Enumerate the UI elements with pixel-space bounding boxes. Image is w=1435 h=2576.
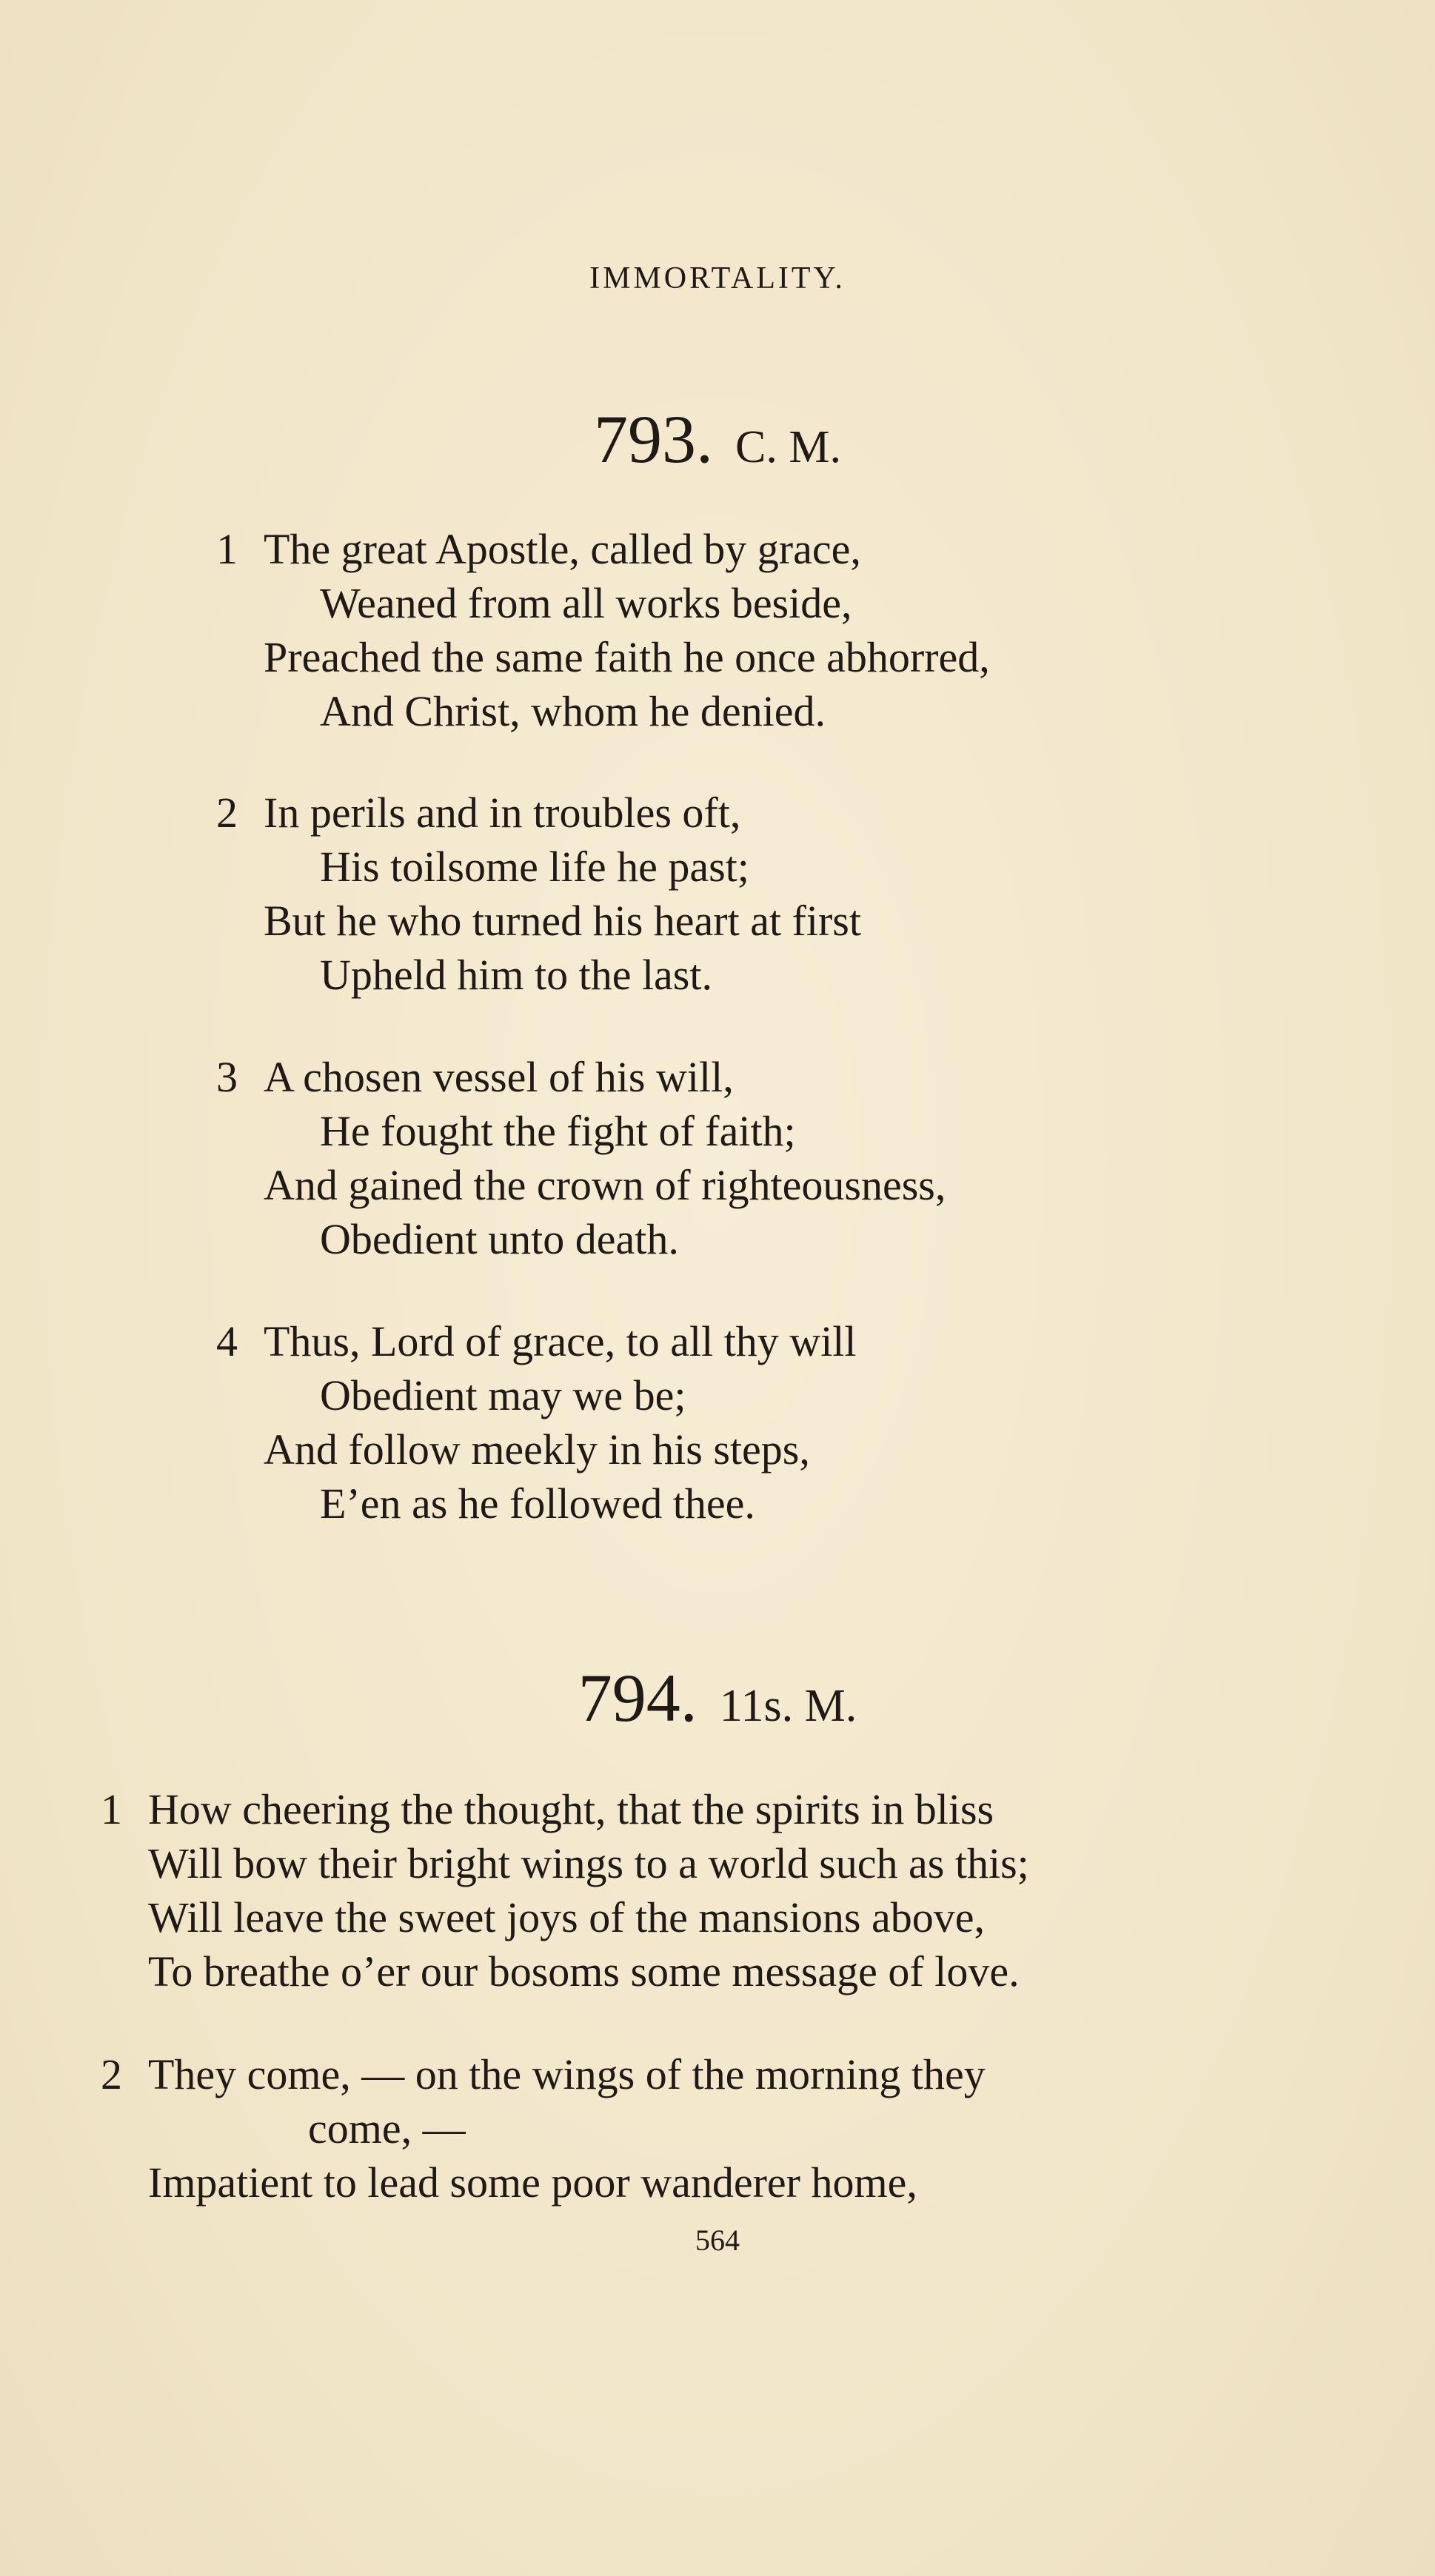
verse-line: Thus, Lord of grace, to all thy will [264, 1317, 857, 1365]
verse-line: Will leave the sweet joys of the mansions above, [148, 1893, 985, 1941]
stanza-number: 2 [216, 789, 238, 837]
stanza-number: 4 [216, 1317, 238, 1365]
stanza-number: 1 [216, 525, 238, 573]
hymn-meter: C. M. [735, 422, 841, 472]
verse-line: Preached the same faith he once abhorred, [264, 633, 990, 681]
verse-line: But he who turned his heart at first [264, 897, 861, 945]
hymn-794-stanza-1 [101, 1782, 1029, 1998]
hymn-meter: 11s. M. [719, 1681, 857, 1731]
stanza-number: 3 [216, 1053, 238, 1101]
hymn-793-heading [0, 400, 1435, 478]
verse-line: Will bow their bright wings to a world such as this; [148, 1839, 1029, 1887]
verse-line: come, — [308, 2104, 466, 2152]
hymn-794-stanza-2 [101, 2047, 986, 2209]
verse-line: In perils and in troubles oft, [264, 789, 741, 837]
hymn-number: 794. [578, 1660, 698, 1736]
verse-line: Impatient to lead some poor wanderer home, [148, 2158, 917, 2207]
verse-line: How cheering the thought, that the spirits in bliss [148, 1785, 994, 1833]
hymn-793-stanza-2 [216, 786, 861, 1002]
verse-line: He fought the fight of faith; [320, 1107, 796, 1155]
stanza-number: 1 [101, 1785, 122, 1833]
verse-line: They come, — on the wings of the morning they [148, 2050, 986, 2098]
hymn-793-stanza-1 [216, 522, 990, 738]
verse-line: His toilsome life he past; [320, 843, 749, 891]
verse-line: Upheld him to the last. [320, 951, 712, 999]
hymn-number: 793. [594, 401, 713, 477]
verse-line: Weaned from all works beside, [320, 579, 852, 627]
hymn-793-stanza-4 [216, 1314, 857, 1530]
page-number: 564 [695, 2224, 740, 2257]
verse-line: Obedient unto death. [320, 1215, 679, 1263]
verse-line: The great Apostle, called by grace, [264, 525, 861, 573]
running-head: IMMORTALITY. [589, 261, 846, 295]
verse-line: And follow meekly in his steps, [264, 1425, 810, 1473]
verse-line: And gained the crown of righteousness, [264, 1161, 946, 1209]
hymn-794-heading [0, 1659, 1435, 1737]
verse-line: Obedient may we be; [320, 1371, 686, 1419]
verse-line: A chosen vessel of his will, [264, 1053, 734, 1101]
verse-line: E’en as he followed thee. [320, 1479, 755, 1528]
verse-line: To breathe o’er our bosoms some message of love. [148, 1947, 1020, 1995]
stanza-number: 2 [101, 2050, 122, 2098]
verse-line: And Christ, whom he denied. [320, 687, 826, 735]
hymn-793-stanza-3 [216, 1050, 946, 1266]
